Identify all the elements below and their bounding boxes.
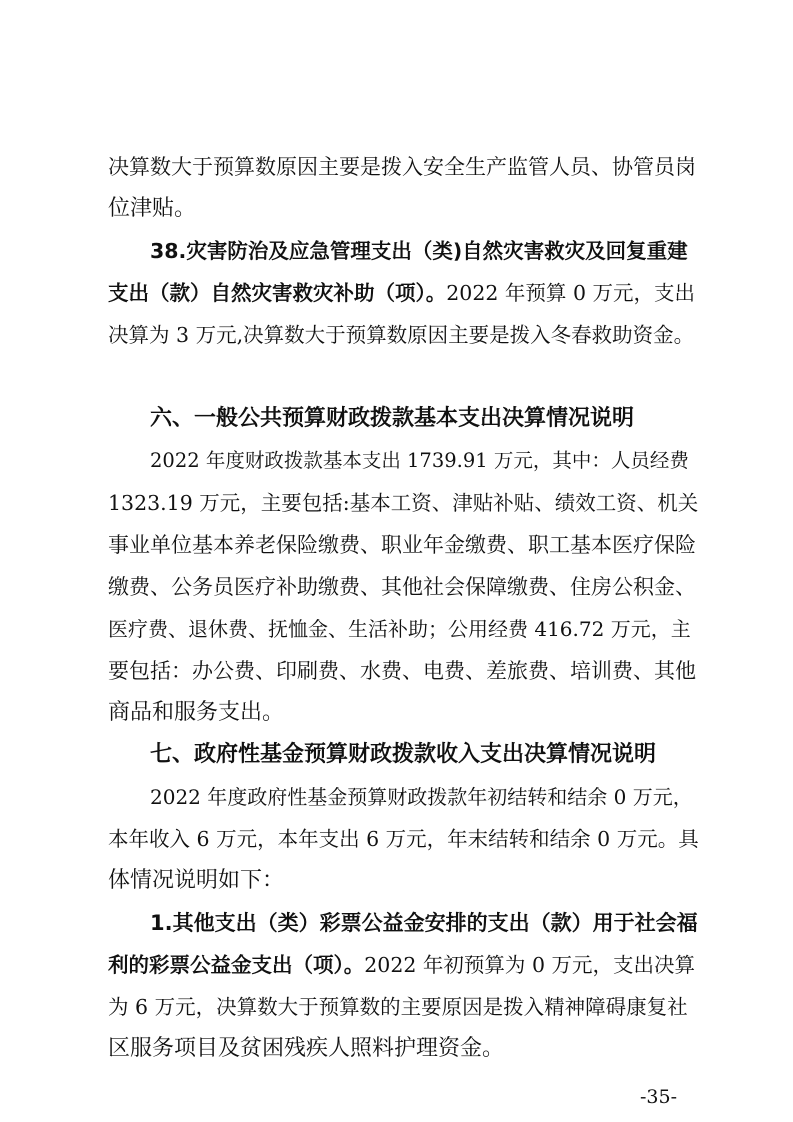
- body-line: 决算数大于预算数原因主要是拨入安全生产监管人员、协管员岗: [108, 155, 696, 179]
- body-line: 区服务项目及贫困残疾人照料护理资金。: [108, 1036, 505, 1061]
- section-heading: 38.灾害防治及应急管理支出（类)自然灾害救灾及回复重建: [150, 239, 688, 263]
- body-line: 位津贴。: [108, 196, 197, 221]
- body-line: 1323.19 万元，主要包括:基本工资、津贴补贴、绩效工资、机关: [108, 491, 699, 515]
- section-heading: 七、政府性基金预算财政拨款收入支出决算情况说明: [150, 742, 657, 767]
- body-line: 支出（款）自然灾害救灾补助（项）。2022 年预算 0 万元，支出: [108, 281, 696, 305]
- body-line: 决算为 3 万元,决算数大于预算数原因主要是拨入冬春救助资金。: [108, 323, 695, 347]
- body-line: 为 6 万元，决算数大于预算数的主要原因是拨入精神障碍康复社: [108, 995, 688, 1019]
- body-line: 事业单位基本养老保险缴费、职业年金缴费、职工基本医疗保险: [108, 533, 696, 557]
- body-line: 2022 年度财政拨款基本支出 1739.91 万元，其中：人员经费: [150, 449, 689, 472]
- body-line: 2022 年度政府性基金预算财政拨款年初结转和结余 0 万元，: [150, 785, 693, 809]
- body-line: 体情况说明如下：: [108, 868, 285, 893]
- section-heading: 六、一般公共预算财政拨款基本支出决算情况说明: [150, 406, 635, 431]
- body-line: 本年收入 6 万元，本年支出 6 万元，年末结转和结余 0 万元。具: [108, 827, 699, 851]
- body-line: 利的彩票公益金支出（项）。2022 年初预算为 0 万元，支出决算: [108, 953, 696, 977]
- body-line: 医疗费、退休费、抚恤金、生活补助；公用经费 416.72 万元，主: [108, 617, 691, 641]
- body-line: 商品和服务支出。: [108, 700, 285, 725]
- page-number: -35-: [640, 1086, 678, 1108]
- body-line: 要包括：办公费、印刷费、水费、电费、差旅费、培训费、其他: [108, 659, 696, 683]
- body-line: 缴费、公务员医疗补助缴费、其他社会保障缴费、住房公积金、: [108, 575, 696, 599]
- section-heading: 1.其他支出（类）彩票公益金安排的支出（款）用于社会福: [150, 911, 698, 935]
